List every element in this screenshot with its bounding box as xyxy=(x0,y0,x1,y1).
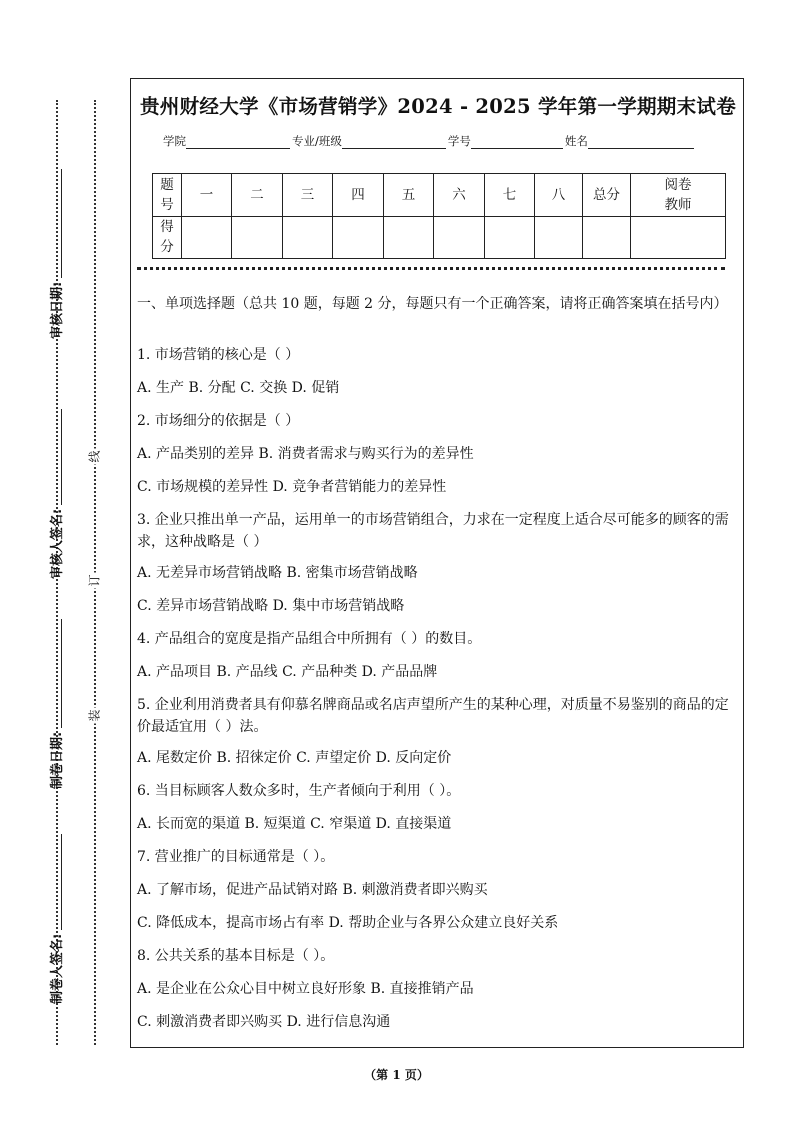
score-cell[interactable] xyxy=(434,216,485,259)
bind-mark-line: 线 xyxy=(87,450,102,463)
checker-sign-label: 审核人签名: xyxy=(49,508,65,579)
col-7: 七 xyxy=(485,174,535,217)
question-3-options-1: A. 无差异市场营销战略 B. 密集市场营销战略 xyxy=(137,565,418,581)
exam-frame xyxy=(130,78,744,1048)
question-8-options-1: A. 是企业在公众心目中树立良好形象 B. 直接推销产品 xyxy=(137,981,474,997)
question-7-options-2: C. 降低成本，提高市场占有率 D. 帮助企业与各界公众建立良好关系 xyxy=(137,915,559,931)
exam-title: 贵州财经大学《市场营销学》2024 - 2025 学年第一学期期末试卷 xyxy=(139,95,736,118)
question-4: 4. 产品组合的宽度是指产品组合中所拥有（ ）的数目。 xyxy=(137,631,482,647)
student-info-row xyxy=(163,133,696,149)
score-cell[interactable] xyxy=(283,216,333,259)
question-no-header: 题 号 xyxy=(153,174,182,217)
question-1-options: A. 生产 B. 分配 C. 交换 D. 促销 xyxy=(137,380,340,396)
question-8: 8. 公共关系的基本目标是（ ）。 xyxy=(137,948,335,964)
maker-date-field xyxy=(46,619,64,789)
maker-sign-field xyxy=(46,834,64,1004)
section1-heading: 一、单项选择题（总共 10 题，每题 2 分，每题只有一个正确答案，请将正确答案填在括号内） xyxy=(137,296,728,312)
question-2-options-2: C. 市场规模的差异性 D. 竞争者营销能力的差异性 xyxy=(137,479,447,495)
col-2: 二 xyxy=(232,174,283,217)
reviewer-header: 阅卷 教师 xyxy=(631,174,726,217)
question-3: 3. 企业只推出单一产品，运用单一的市场营销组合，力求在一定程度上适合尽可能多的顾客的需求，这种战略是（ ） xyxy=(137,512,729,550)
maker-date-blank[interactable] xyxy=(49,619,62,728)
student-no-label: 学号 xyxy=(447,134,471,148)
question-3-options-2: C. 差异市场营销战略 D. 集中市场营销战略 xyxy=(137,598,405,614)
checker-sign-field xyxy=(46,409,64,579)
college-label: 学院 xyxy=(163,134,186,148)
major-input[interactable] xyxy=(342,136,446,149)
question-7-options-1: A. 了解市场，促进产品试销对路 B. 刺激消费者即兴购买 xyxy=(137,882,488,898)
col-5: 五 xyxy=(384,174,434,217)
bind-mark-order: 订 xyxy=(87,574,102,587)
question-6-options: A. 长而宽的渠道 B. 短渠道 C. 窄渠道 D. 直接渠道 xyxy=(137,816,452,832)
score-cell[interactable] xyxy=(535,216,583,259)
checker-date-field xyxy=(46,169,64,339)
question-8-options-2: C. 刺激消费者即兴购买 D. 进行信息沟通 xyxy=(137,1014,391,1030)
col-6: 六 xyxy=(434,174,485,217)
checker-date-label: 审核日期: xyxy=(49,281,65,339)
question-1: 1. 市场营销的核心是（ ） xyxy=(137,347,300,363)
score-table-score-row xyxy=(153,216,726,259)
question-2-options-1: A. 产品类别的差异 B. 消费者需求与购买行为的差异性 xyxy=(137,446,474,462)
reviewer-cell[interactable] xyxy=(631,216,726,259)
score-total-cell[interactable] xyxy=(583,216,631,259)
col-8: 八 xyxy=(535,174,583,217)
major-label: 专业/班级 xyxy=(292,134,342,148)
question-7: 7. 营业推广的目标通常是（ ）。 xyxy=(137,849,335,865)
page-number: （第 1 页） xyxy=(364,1068,429,1082)
section-separator xyxy=(137,267,725,270)
maker-sign-blank[interactable] xyxy=(49,834,62,930)
bind-mark-install: 装 xyxy=(87,709,102,722)
maker-sign-label: 制卷人签名: xyxy=(49,933,65,1004)
score-cell[interactable] xyxy=(232,216,283,259)
score-cell[interactable] xyxy=(384,216,434,259)
maker-date-label: 制卷日期: xyxy=(49,731,65,789)
name-input[interactable] xyxy=(588,136,694,149)
name-label: 姓名 xyxy=(564,134,588,148)
col-4: 四 xyxy=(333,174,384,217)
col-1: 一 xyxy=(182,174,232,217)
col-total: 总分 xyxy=(583,174,631,217)
score-cell[interactable] xyxy=(182,216,232,259)
college-input[interactable] xyxy=(186,136,290,149)
question-5-options: A. 尾数定价 B. 招徕定价 C. 声望定价 D. 反向定价 xyxy=(137,750,452,766)
col-3: 三 xyxy=(283,174,333,217)
student-no-input[interactable] xyxy=(471,136,563,149)
checker-date-blank[interactable] xyxy=(49,169,62,278)
question-5: 5. 企业利用消费者具有仰慕名牌商品或名店声望所产生的某种心理，对质量不易鉴别的商品的定价最适宜用（ ）法。 xyxy=(137,697,729,735)
score-cell[interactable] xyxy=(333,216,384,259)
score-table xyxy=(152,173,726,259)
score-table-header-row xyxy=(153,174,726,217)
question-2: 2. 市场细分的依据是（ ） xyxy=(137,413,300,429)
question-4-options: A. 产品项目 B. 产品线 C. 产品种类 D. 产品品牌 xyxy=(137,664,438,680)
question-6: 6. 当目标顾客人数众多时，生产者倾向于利用（ ）。 xyxy=(137,783,461,799)
score-cell[interactable] xyxy=(485,216,535,259)
score-header: 得 分 xyxy=(153,216,182,259)
checker-sign-blank[interactable] xyxy=(49,409,62,505)
